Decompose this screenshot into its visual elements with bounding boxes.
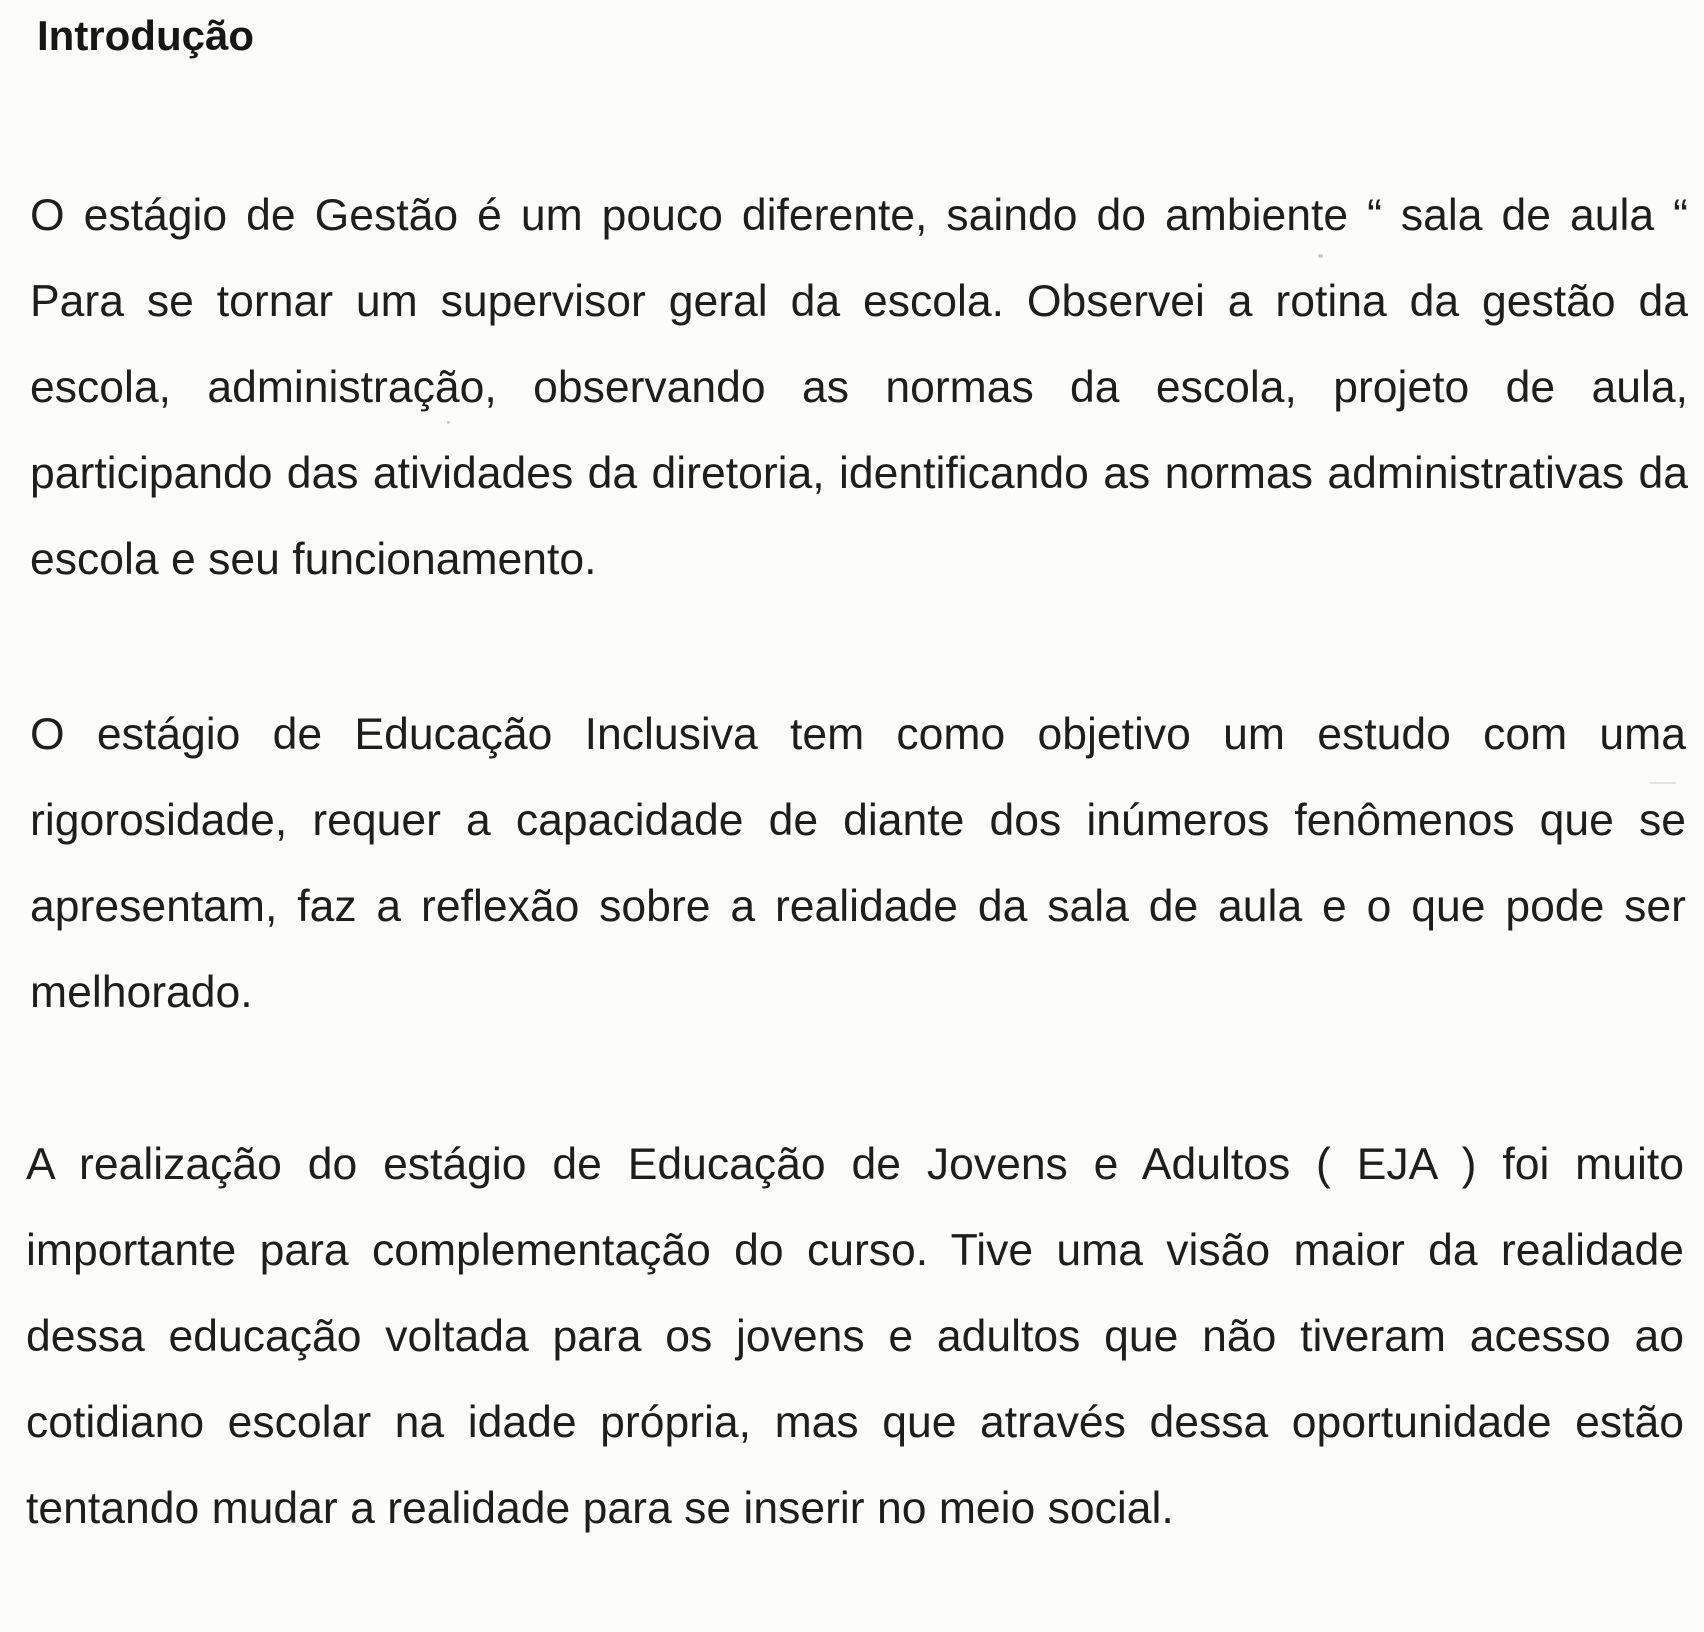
scan-speck [447, 421, 450, 424]
scan-speck [1318, 254, 1323, 258]
paragraph-educacao-inclusiva: O estágio de Educação Inclusiva tem como objetivo um estudo com uma rigorosidade, requer a capacidade de diante dos inúmeros fenômenos que se apresentam, faz a reflexão sobre a realidade da sala de aula e o que pode ser melhorado. [30, 710, 1686, 1017]
scan-speck [1650, 782, 1676, 784]
paragraph-gestao: O estágio de Gestão é um pouco diferente, saindo do ambiente “ sala de aula “ Para se tornar um supervisor geral da escola. Observei a rotina da gestão da escola, administração, observando as normas da escola, projeto de aula, participando das atividades da diretoria, identificando as normas administrativas da escola e seu funcionamento. [30, 191, 1688, 584]
paragraph-eja: A realização do estágio de Educação de Jovens e Adultos ( EJA ) foi muito importante para complementação do curso. Tive uma visão maior da realidade dessa educação voltada para os jovens e adultos que não tiveram acesso ao cotidiano escolar na idade própria, mas que através dessa oportunidade estão tentando mudar a realidade para se inserir no meio social. [26, 1140, 1684, 1533]
section-heading: Introdução [37, 12, 254, 59]
